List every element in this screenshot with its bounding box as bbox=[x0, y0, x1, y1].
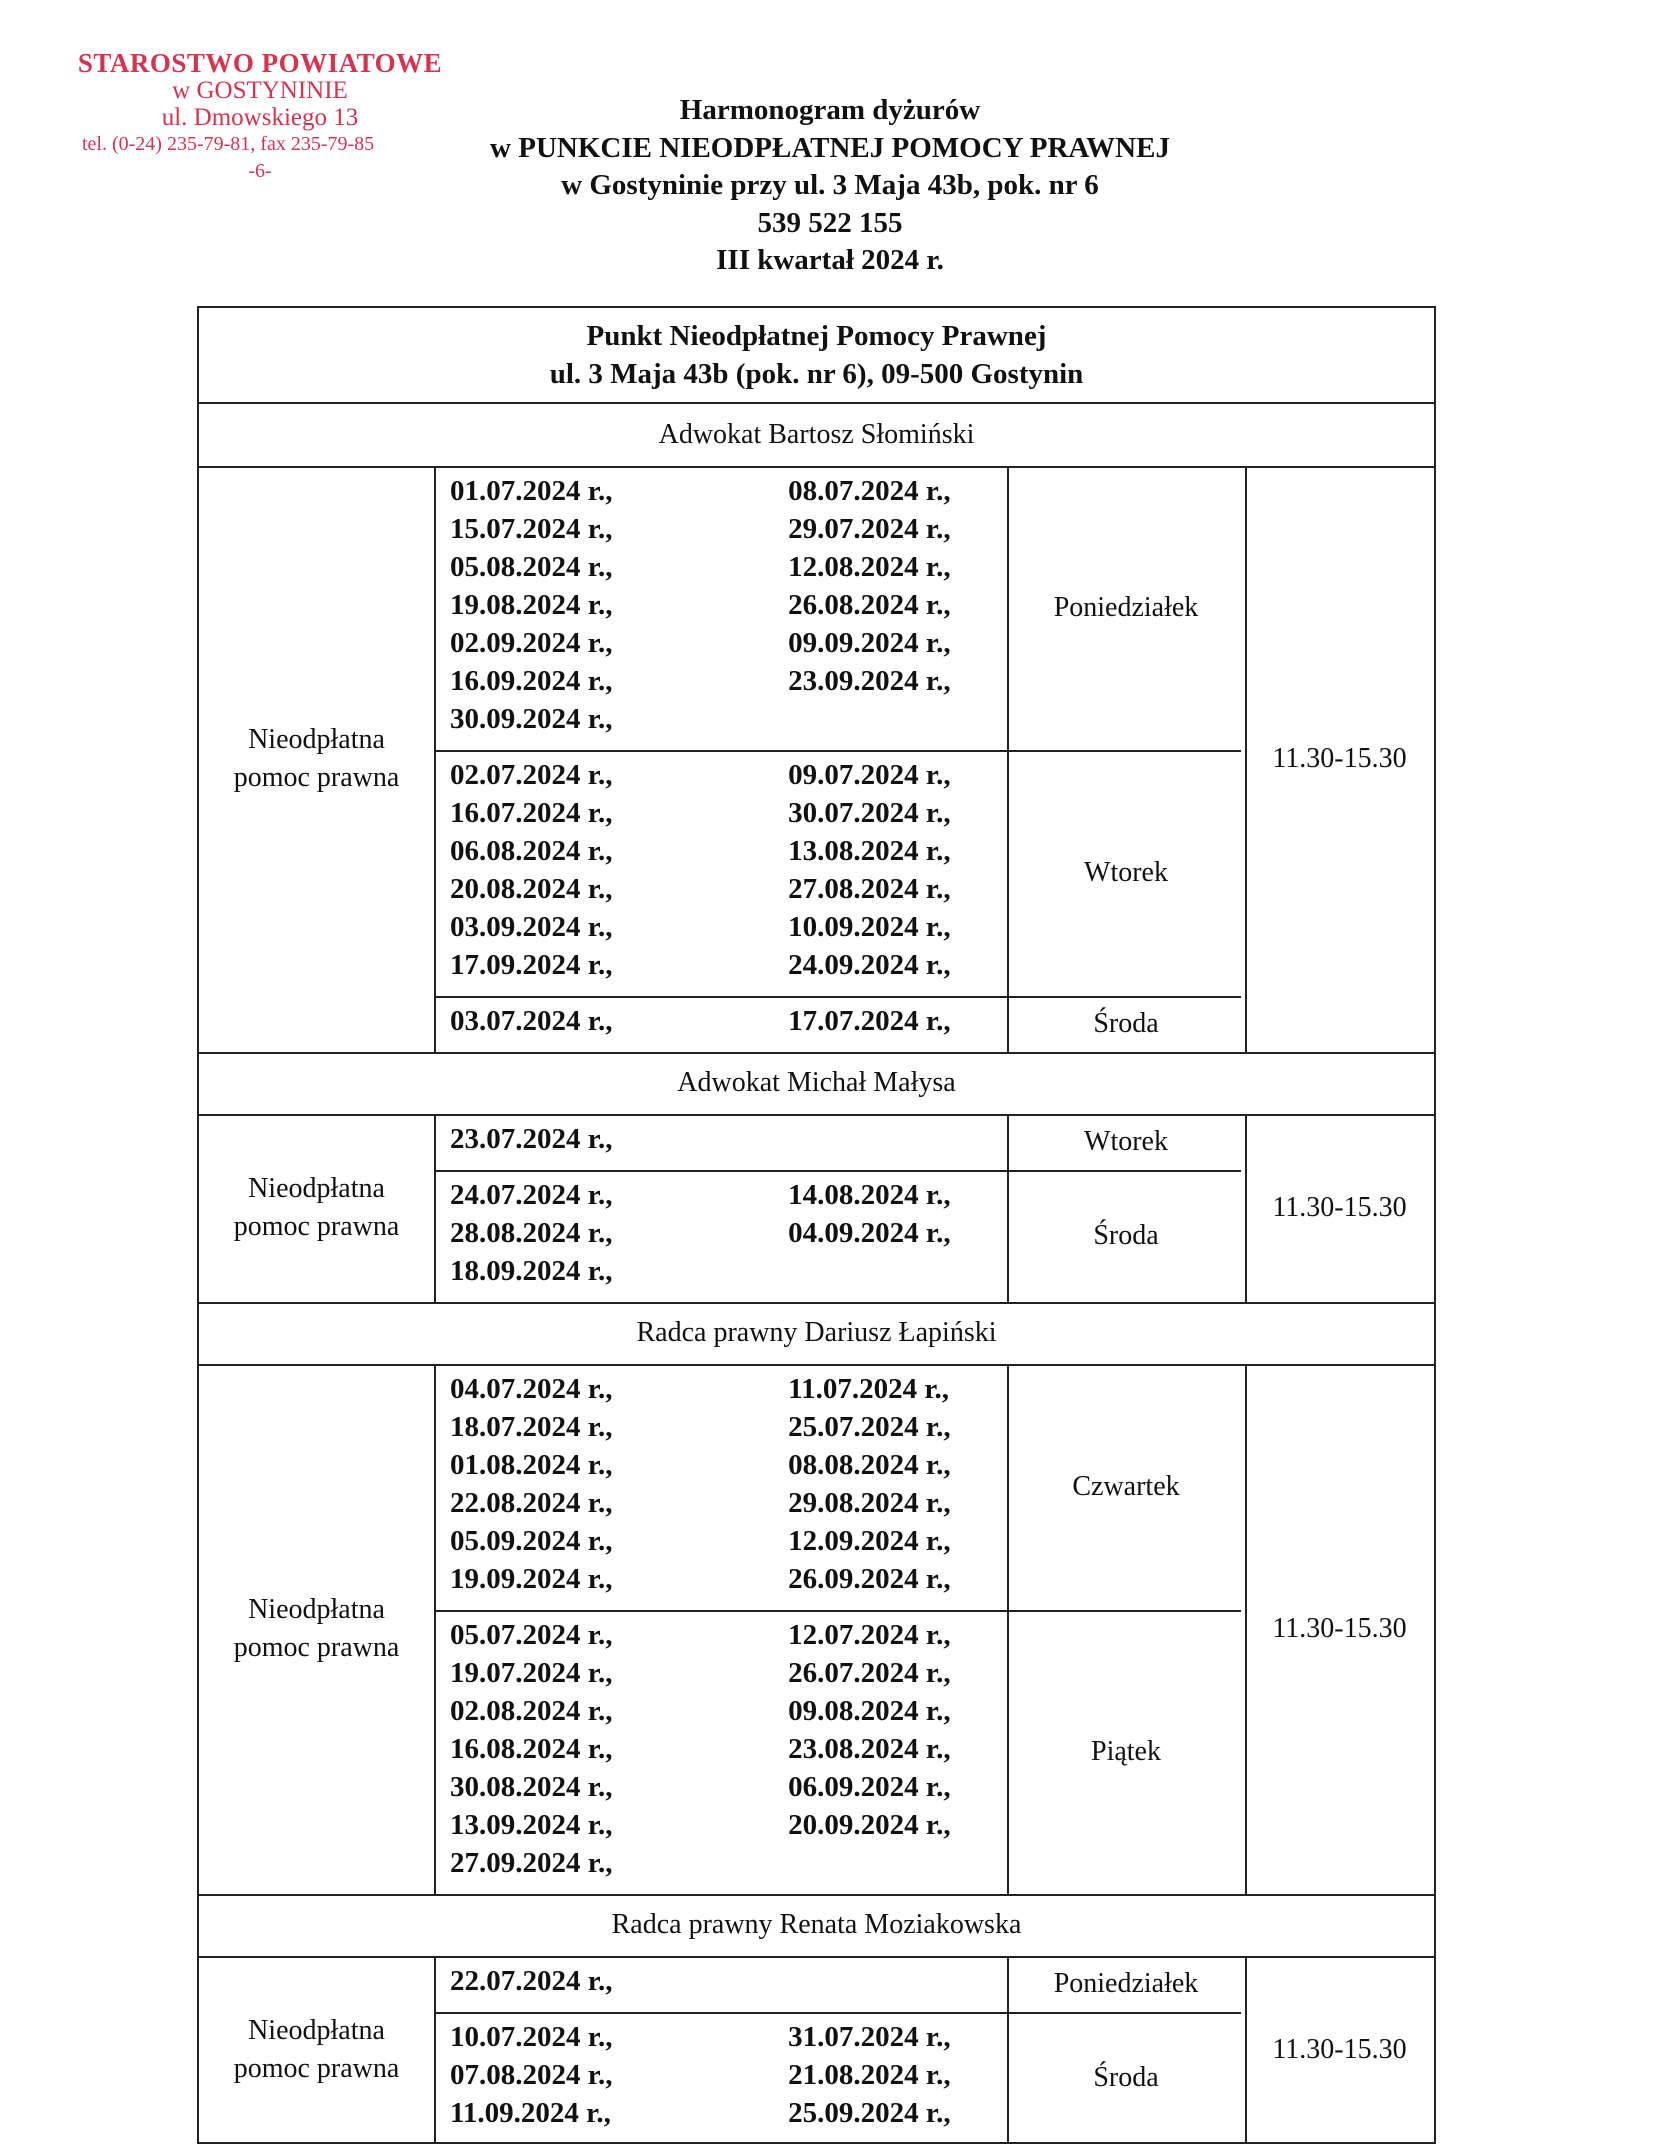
document-title bbox=[420, 92, 1240, 280]
stamp-office-name: STAROSTWO POWIATOWE bbox=[77, 48, 443, 78]
date: 05.07.2024 r., bbox=[450, 1618, 613, 1651]
date: 02.07.2024 r., bbox=[450, 758, 613, 791]
date: 27.09.2024 r., bbox=[450, 1846, 613, 1879]
service-type bbox=[199, 466, 434, 1052]
weekday: Środa bbox=[1093, 1008, 1159, 1039]
date: 09.09.2024 r., bbox=[788, 626, 951, 659]
weekday: Czwartek bbox=[1072, 1471, 1180, 1502]
date: 13.08.2024 r., bbox=[788, 834, 951, 867]
date: 12.07.2024 r., bbox=[788, 1618, 951, 1651]
date: 03.09.2024 r., bbox=[450, 910, 613, 943]
date: 04.09.2024 r., bbox=[788, 1216, 951, 1249]
date: 05.08.2024 r., bbox=[450, 550, 613, 583]
date-row bbox=[450, 1002, 1007, 1040]
stamp-address: ul. Dmowskiego 13 bbox=[161, 104, 359, 131]
date-row bbox=[450, 1120, 1007, 1158]
date: 11.07.2024 r., bbox=[788, 1372, 950, 1405]
date-row bbox=[450, 1252, 1007, 1290]
stamp-number: -6- bbox=[248, 160, 272, 182]
stamp-city: w GOSTYNINIE bbox=[172, 77, 348, 104]
date: 08.07.2024 r., bbox=[788, 474, 951, 507]
office-hours: 11.30-15.30 bbox=[1272, 1192, 1407, 1223]
date: 05.09.2024 r., bbox=[450, 1524, 613, 1557]
office-hours: 11.30-15.30 bbox=[1272, 1613, 1407, 1644]
service-line: Nieodpłatna bbox=[248, 724, 385, 755]
date: 20.08.2024 r., bbox=[450, 872, 613, 905]
date-row bbox=[450, 908, 1007, 946]
date: 13.09.2024 r., bbox=[450, 1808, 613, 1841]
date: 16.07.2024 r., bbox=[450, 796, 613, 829]
schedule-table bbox=[197, 306, 1436, 2144]
date: 28.08.2024 r., bbox=[450, 1216, 613, 1249]
dates-list bbox=[434, 996, 1007, 1052]
title-quarter: III kwartał 2024 r. bbox=[716, 244, 944, 276]
title-line-1: Harmonogram dyżurów bbox=[679, 94, 981, 126]
date: 02.08.2024 r., bbox=[450, 1694, 613, 1727]
date: 09.08.2024 r., bbox=[788, 1694, 951, 1727]
dates-list bbox=[434, 1170, 1007, 1302]
date-row bbox=[450, 1370, 1007, 1408]
date-row bbox=[450, 832, 1007, 870]
lawyer-name: Radca prawny Renata Moziakowska bbox=[611, 1909, 1022, 1940]
date-row bbox=[450, 1214, 1007, 1252]
divider bbox=[1007, 466, 1009, 1052]
date: 30.08.2024 r., bbox=[450, 1770, 613, 1803]
date: 12.09.2024 r., bbox=[788, 1524, 951, 1557]
date: 30.07.2024 r., bbox=[788, 796, 951, 829]
date: 21.08.2024 r., bbox=[788, 2058, 951, 2091]
weekday: Wtorek bbox=[1084, 857, 1168, 888]
divider bbox=[1245, 1956, 1247, 2144]
date-row bbox=[450, 1844, 1007, 1882]
date: 19.09.2024 r., bbox=[450, 1562, 613, 1595]
date: 01.07.2024 r., bbox=[450, 474, 613, 507]
date-row bbox=[450, 756, 1007, 794]
table-header-address: ul. 3 Maja 43b (pok. nr 6), 09-500 Gostynin bbox=[549, 358, 1084, 390]
date: 03.07.2024 r., bbox=[450, 1004, 613, 1037]
service-line: pomoc prawna bbox=[233, 1211, 400, 1242]
date: 17.09.2024 r., bbox=[450, 948, 613, 981]
service-type bbox=[199, 1956, 434, 2144]
dates-list bbox=[434, 1610, 1007, 1894]
date: 10.09.2024 r., bbox=[788, 910, 951, 943]
date-row bbox=[450, 2056, 1007, 2094]
date-row bbox=[450, 586, 1007, 624]
lawyer-name: Adwokat Bartosz Słomiński bbox=[658, 419, 975, 450]
date-row bbox=[450, 624, 1007, 662]
date-row bbox=[450, 472, 1007, 510]
date-row bbox=[450, 1962, 1007, 2000]
date: 11.09.2024 r., bbox=[450, 2096, 611, 2129]
dates-list bbox=[434, 1114, 1007, 1170]
date-row bbox=[450, 548, 1007, 586]
divider bbox=[1245, 1364, 1247, 1894]
date: 22.07.2024 r., bbox=[450, 1964, 613, 1997]
date-row bbox=[450, 700, 1007, 738]
divider bbox=[1007, 1114, 1009, 1302]
date-row bbox=[450, 1484, 1007, 1522]
date-row bbox=[450, 1692, 1007, 1730]
date: 09.07.2024 r., bbox=[788, 758, 951, 791]
date: 26.09.2024 r., bbox=[788, 1562, 951, 1595]
date-row bbox=[450, 1522, 1007, 1560]
divider bbox=[434, 1956, 436, 2144]
date: 18.07.2024 r., bbox=[450, 1410, 613, 1443]
office-stamp bbox=[60, 50, 460, 185]
weekday: Poniedziałek bbox=[1053, 592, 1199, 623]
service-line: Nieodpłatna bbox=[248, 1173, 385, 1204]
date: 19.08.2024 r., bbox=[450, 588, 613, 621]
date-row bbox=[450, 510, 1007, 548]
service-type bbox=[199, 1114, 434, 1302]
lawyer-name: Adwokat Michał Małysa bbox=[677, 1067, 956, 1098]
dates-list bbox=[434, 466, 1007, 750]
office-hours: 11.30-15.30 bbox=[1272, 743, 1407, 774]
date-row bbox=[450, 1446, 1007, 1484]
dates-list bbox=[434, 750, 1007, 996]
weekday: Poniedziałek bbox=[1053, 1968, 1199, 1999]
date: 22.08.2024 r., bbox=[450, 1486, 613, 1519]
date-row bbox=[450, 662, 1007, 700]
date: 06.09.2024 r., bbox=[788, 1770, 951, 1803]
date: 02.09.2024 r., bbox=[450, 626, 613, 659]
date-row bbox=[450, 1560, 1007, 1598]
date-row bbox=[450, 1176, 1007, 1214]
service-line: pomoc prawna bbox=[233, 2053, 400, 2084]
title-line-2: w PUNKCIE NIEODPŁATNEJ POMOCY PRAWNEJ bbox=[490, 131, 1170, 164]
date: 04.07.2024 r., bbox=[450, 1372, 613, 1405]
date: 25.07.2024 r., bbox=[788, 1410, 951, 1443]
service-line: Nieodpłatna bbox=[248, 1594, 385, 1625]
date: 23.09.2024 r., bbox=[788, 664, 951, 697]
date: 26.08.2024 r., bbox=[788, 588, 951, 621]
date: 24.07.2024 r., bbox=[450, 1178, 613, 1211]
date: 07.08.2024 r., bbox=[450, 2058, 613, 2091]
date: 25.09.2024 r., bbox=[788, 2096, 951, 2129]
date-row bbox=[450, 946, 1007, 984]
service-line: pomoc prawna bbox=[233, 1632, 400, 1663]
date: 19.07.2024 r., bbox=[450, 1656, 613, 1689]
date: 26.07.2024 r., bbox=[788, 1656, 951, 1689]
divider bbox=[1007, 1956, 1009, 2144]
date: 06.08.2024 r., bbox=[450, 834, 613, 867]
dates-list bbox=[434, 1364, 1007, 1610]
date-row bbox=[450, 1616, 1007, 1654]
date: 30.09.2024 r., bbox=[450, 702, 613, 735]
date-row bbox=[450, 1408, 1007, 1446]
date: 29.07.2024 r., bbox=[788, 512, 951, 545]
date-row bbox=[450, 1654, 1007, 1692]
date: 10.07.2024 r., bbox=[450, 2020, 613, 2053]
weekday: Środa bbox=[1093, 1220, 1159, 1251]
date: 24.09.2024 r., bbox=[788, 948, 951, 981]
weekday: Środa bbox=[1093, 2062, 1159, 2093]
service-line: Nieodpłatna bbox=[248, 2015, 385, 2046]
table-header bbox=[199, 308, 1434, 402]
date: 23.08.2024 r., bbox=[788, 1732, 951, 1765]
service-line: pomoc prawna bbox=[233, 762, 400, 793]
title-phone: 539 522 155 bbox=[757, 206, 903, 239]
date: 01.08.2024 r., bbox=[450, 1448, 613, 1481]
divider bbox=[434, 466, 436, 1052]
date: 23.07.2024 r., bbox=[450, 1122, 613, 1155]
date-row bbox=[450, 1806, 1007, 1844]
date: 08.08.2024 r., bbox=[788, 1448, 951, 1481]
date: 29.08.2024 r., bbox=[788, 1486, 951, 1519]
divider bbox=[1007, 1364, 1009, 1894]
stamp-phone-fax: tel. (0-24) 235-79-81, fax 235-79-85 bbox=[82, 133, 375, 155]
date-row bbox=[450, 794, 1007, 832]
date-row bbox=[450, 870, 1007, 908]
dates-list bbox=[434, 1956, 1007, 2012]
table-header-title: Punkt Nieodpłatnej Pomocy Prawnej bbox=[586, 320, 1047, 352]
service-type bbox=[199, 1364, 434, 1894]
office-hours: 11.30-15.30 bbox=[1272, 2034, 1407, 2065]
date: 27.08.2024 r., bbox=[788, 872, 951, 905]
date: 31.07.2024 r., bbox=[788, 2020, 951, 2053]
weekday: Wtorek bbox=[1084, 1126, 1168, 1157]
date: 16.08.2024 r., bbox=[450, 1732, 613, 1765]
date: 14.08.2024 r., bbox=[788, 1178, 951, 1211]
date: 18.09.2024 r., bbox=[450, 1254, 613, 1287]
divider bbox=[1245, 1114, 1247, 1302]
dates-list bbox=[434, 2012, 1007, 2144]
weekday: Piątek bbox=[1091, 1736, 1161, 1767]
divider bbox=[1245, 466, 1247, 1052]
date-row bbox=[450, 1730, 1007, 1768]
date: 17.07.2024 r., bbox=[788, 1004, 951, 1037]
date: 16.09.2024 r., bbox=[450, 664, 613, 697]
divider bbox=[434, 1364, 436, 1894]
divider bbox=[434, 1114, 436, 1302]
lawyer-name: Radca prawny Dariusz Łapiński bbox=[636, 1317, 997, 1348]
date: 20.09.2024 r., bbox=[788, 1808, 951, 1841]
date-row bbox=[450, 2018, 1007, 2056]
date-row bbox=[450, 1768, 1007, 1806]
date: 15.07.2024 r., bbox=[450, 512, 613, 545]
title-line-3: w Gostyninie przy ul. 3 Maja 43b, pok. nr 6 bbox=[561, 169, 1099, 201]
date: 12.08.2024 r., bbox=[788, 550, 951, 583]
date-row bbox=[450, 2094, 1007, 2132]
